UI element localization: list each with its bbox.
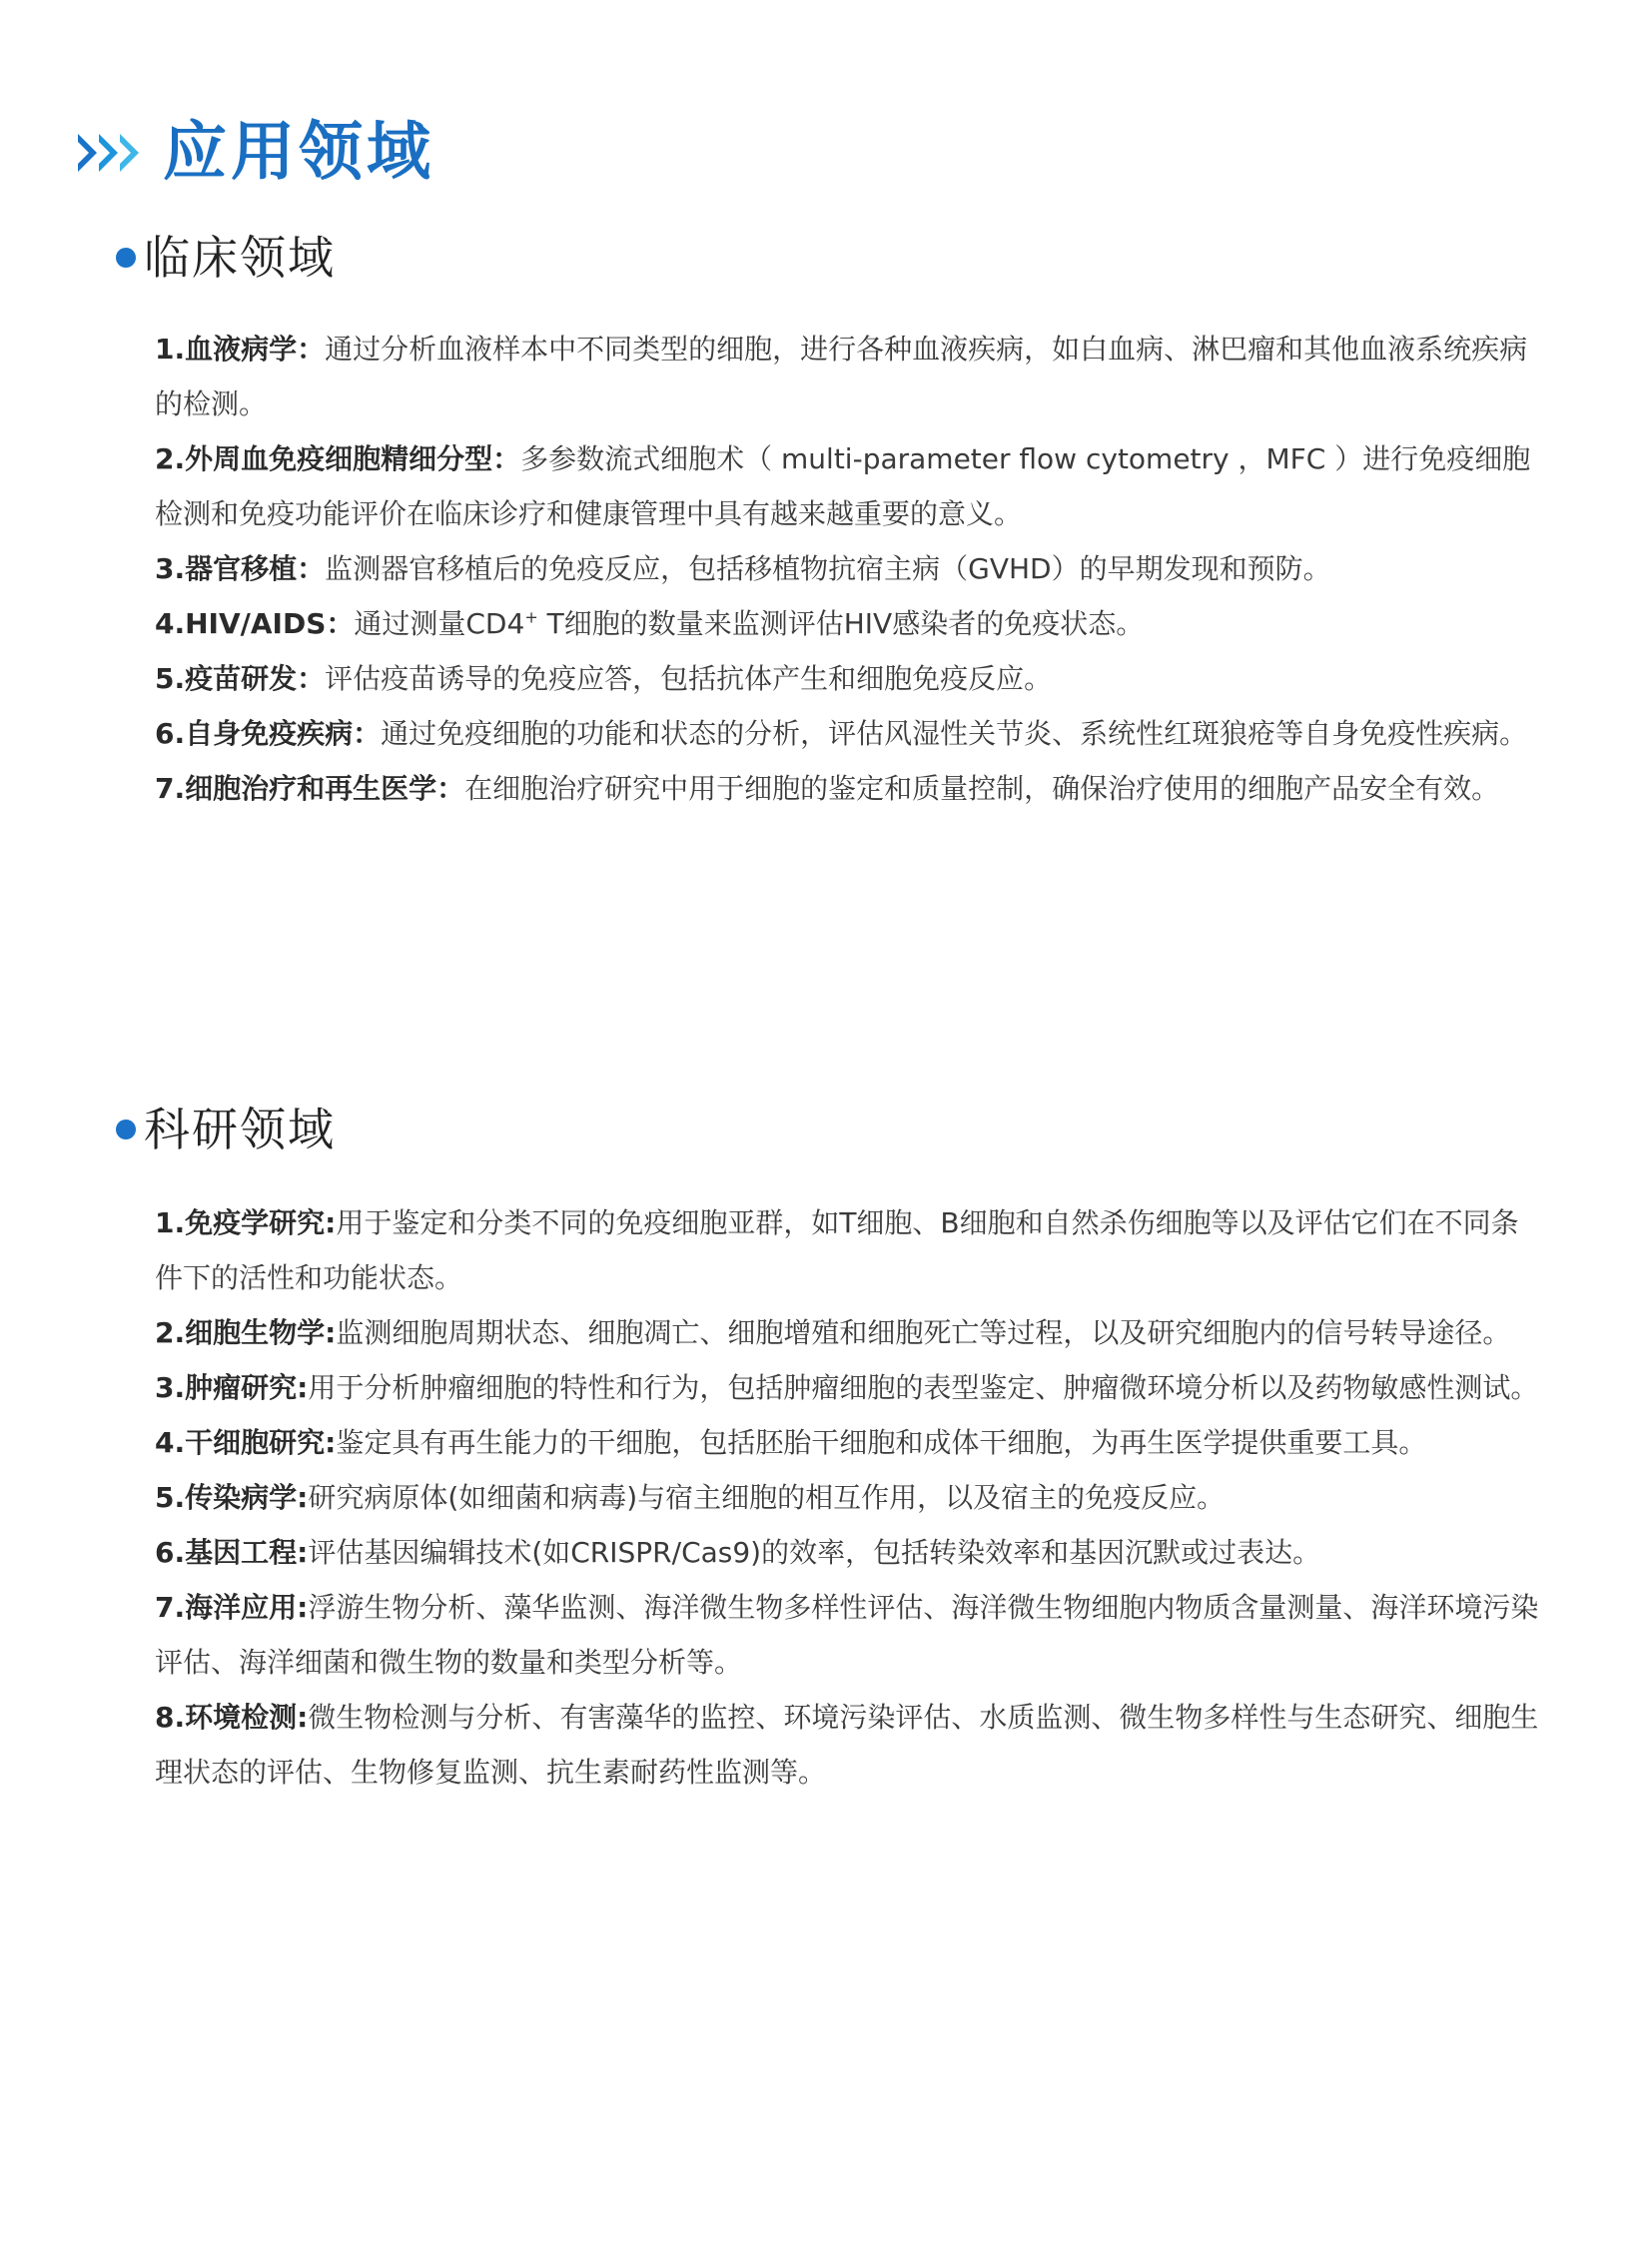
list-item: [155, 1580, 1543, 1690]
list-item: [155, 1690, 1543, 1800]
item-label: 3.肿瘤研究:: [155, 1371, 309, 1404]
section-heading-clinical: [116, 231, 336, 285]
list-item: [155, 761, 1543, 816]
list-item: [155, 322, 1543, 431]
list-item: [155, 541, 1543, 596]
list-item: [155, 651, 1543, 706]
clinical-list: [155, 322, 1543, 816]
list-item: [155, 1470, 1543, 1525]
item-label: 4.HIV/AIDS：: [155, 607, 355, 640]
section-title: 临床领域: [144, 231, 336, 285]
list-item: [155, 1415, 1543, 1470]
research-list: [155, 1195, 1543, 1800]
bullet-dot-icon: [116, 248, 136, 268]
item-label: 2.细胞生物学:: [155, 1316, 337, 1349]
item-text: 评估疫苗诱导的免疫应答，包括抗体产生和细胞免疫反应。: [325, 662, 1053, 695]
item-text: 用于分析肿瘤细胞的特性和行为，包括肿瘤细胞的表型鉴定、肿瘤微环境分析以及药物敏感性测试。: [308, 1371, 1539, 1404]
section-title: 科研领域: [144, 1103, 336, 1156]
item-text: 通过测量CD4: [354, 607, 525, 640]
item-text: 鉴定具有再生能力的干细胞，包括胚胎干细胞和成体干细胞，为再生医学提供重要工具。: [336, 1426, 1427, 1459]
item-label: 8.环境检测:: [155, 1701, 309, 1734]
bullet-dot-icon: [116, 1120, 136, 1139]
item-label: 3.器官移植：: [155, 552, 326, 585]
list-item: [155, 596, 1543, 651]
item-text: 通过免疫细胞的功能和状态的分析，评估风湿性关节炎、系统性红斑狼疮等自身免疫性疾病。: [381, 717, 1528, 750]
item-label: 7.细胞治疗和再生医学：: [155, 772, 465, 805]
item-text: 在细胞治疗研究中用于细胞的鉴定和质量控制，确保治疗使用的细胞产品安全有效。: [464, 772, 1500, 805]
list-item: [155, 1525, 1543, 1580]
item-text: 浮游生物分析、藻华监测、海洋微生物多样性评估、海洋微生物细胞内物质含量测量、海洋环境污染评估、海洋细菌和微生物的数量和类型分析等。: [155, 1591, 1539, 1679]
page-header: [78, 112, 434, 194]
item-label: 5.疫苗研发：: [155, 662, 326, 695]
list-item: [155, 706, 1543, 761]
item-text: T细胞的数量来监测评估HIV感染者的免疫状态。: [537, 607, 1145, 640]
item-text: 评估基因编辑技术(如CRISPR/Cas9)的效率，包括转染效率和基因沉默或过表达。: [308, 1536, 1321, 1569]
item-label: 4.干细胞研究:: [155, 1426, 337, 1459]
list-item: [155, 1305, 1543, 1360]
superscript: +: [524, 607, 538, 627]
item-label: 1.血液病学：: [155, 333, 326, 366]
list-item: [155, 431, 1543, 541]
item-text: 监测器官移植后的免疫反应，包括移植物抗宿主病（GVHD）的早期发现和预防。: [325, 552, 1331, 585]
item-label: 2.外周血免疫细胞精细分型：: [155, 442, 521, 475]
item-label: 6.基因工程:: [155, 1536, 309, 1569]
item-label: 7.海洋应用:: [155, 1591, 309, 1624]
item-label: 1.免疫学研究:: [155, 1206, 337, 1239]
item-text: 通过分析血液样本中不同类型的细胞，进行各种血液疾病，如白血病、淋巴瘤和其他血液系统疾病的检测。: [155, 333, 1528, 420]
item-text: 多参数流式细胞术（ multi-parameter flow cytometry ，MFC ）进行免疫细胞检测和免疫功能评价在临床诊疗和健康管理中具有越来越重要的意义。: [155, 442, 1531, 530]
item-text: 监测细胞周期状态、细胞凋亡、细胞增殖和细胞死亡等过程，以及研究细胞内的信号转导途径。: [336, 1316, 1511, 1349]
chevron-right-icon: [78, 134, 141, 172]
item-text: 研究病原体(如细菌和病毒)与宿主细胞的相互作用，以及宿主的免疫反应。: [308, 1481, 1226, 1514]
section-heading-research: [116, 1103, 336, 1156]
list-item: [155, 1195, 1543, 1305]
item-text: 微生物检测与分析、有害藻华的监控、环境污染评估、水质监测、微生物多样性与生态研究、细胞生理状态的评估、生物修复监测、抗生素耐药性监测等。: [155, 1701, 1539, 1789]
list-item: [155, 1360, 1543, 1415]
item-label: 5.传染病学:: [155, 1481, 309, 1514]
item-label: 6.自身免疫疾病：: [155, 717, 382, 750]
page-title: 应用领域: [163, 116, 434, 190]
item-text: 用于鉴定和分类不同的免疫细胞亚群，如T细胞、B细胞和自然杀伤细胞等以及评估它们在不同条件下的活性和功能状态。: [155, 1206, 1519, 1294]
